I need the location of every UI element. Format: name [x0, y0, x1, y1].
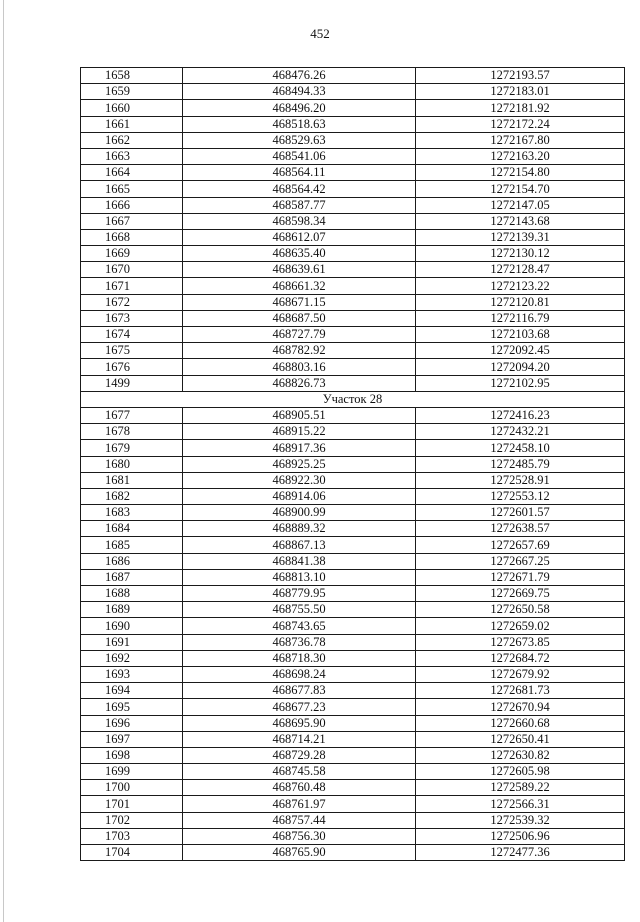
table-row [81, 116, 625, 132]
point-number-cell: 1666 [81, 197, 183, 213]
table-row [81, 229, 625, 245]
y-coordinate-cell: 1272102.95 [416, 375, 625, 391]
page-number: 452 [310, 26, 330, 41]
table-row [81, 666, 625, 682]
x-coordinate-cell: 468494.33 [183, 84, 416, 100]
table-row [81, 181, 625, 197]
x-coordinate-cell: 468564.42 [183, 181, 416, 197]
table-row [81, 165, 625, 181]
point-number-cell: 1698 [81, 747, 183, 763]
table-row [81, 440, 625, 456]
y-coordinate-cell: 1272553.12 [416, 488, 625, 504]
x-coordinate-cell: 468677.83 [183, 683, 416, 699]
point-number-cell: 1662 [81, 132, 183, 148]
y-coordinate-cell: 1272506.96 [416, 828, 625, 844]
point-number-cell: 1703 [81, 828, 183, 844]
section-header-row [81, 391, 625, 407]
table-row [81, 780, 625, 796]
table-row [81, 715, 625, 731]
x-coordinate-cell: 468755.50 [183, 602, 416, 618]
table-row [81, 197, 625, 213]
y-coordinate-cell: 1272139.31 [416, 229, 625, 245]
point-number-cell: 1687 [81, 569, 183, 585]
y-coordinate-cell: 1272669.75 [416, 586, 625, 602]
x-coordinate-cell: 468743.65 [183, 618, 416, 634]
point-number-cell: 1680 [81, 456, 183, 472]
table-row [81, 343, 625, 359]
y-coordinate-cell: 1272458.10 [416, 440, 625, 456]
x-coordinate-cell: 468695.90 [183, 715, 416, 731]
y-coordinate-cell: 1272684.72 [416, 650, 625, 666]
y-coordinate-cell: 1272477.36 [416, 845, 625, 861]
x-coordinate-cell: 468917.36 [183, 440, 416, 456]
x-coordinate-cell: 468677.23 [183, 699, 416, 715]
y-coordinate-cell: 1272630.82 [416, 747, 625, 763]
y-coordinate-cell: 1272679.92 [416, 666, 625, 682]
y-coordinate-cell: 1272667.25 [416, 553, 625, 569]
table-row [81, 683, 625, 699]
table-row [81, 828, 625, 844]
point-number-cell: 1672 [81, 294, 183, 310]
x-coordinate-cell: 468727.79 [183, 327, 416, 343]
table-row [81, 618, 625, 634]
x-coordinate-cell: 468900.99 [183, 505, 416, 521]
table-row [81, 148, 625, 164]
table-row [81, 262, 625, 278]
y-coordinate-cell: 1272128.47 [416, 262, 625, 278]
table-row [81, 472, 625, 488]
point-number-cell: 1692 [81, 650, 183, 666]
x-coordinate-cell: 468718.30 [183, 650, 416, 666]
point-number-cell: 1673 [81, 310, 183, 326]
x-coordinate-cell: 468761.97 [183, 796, 416, 812]
y-coordinate-cell: 1272123.22 [416, 278, 625, 294]
table-row [81, 634, 625, 650]
point-number-cell: 1674 [81, 327, 183, 343]
x-coordinate-cell: 468914.06 [183, 488, 416, 504]
y-coordinate-cell: 1272671.79 [416, 569, 625, 585]
y-coordinate-cell: 1272659.02 [416, 618, 625, 634]
x-coordinate-cell: 468736.78 [183, 634, 416, 650]
x-coordinate-cell: 468803.16 [183, 359, 416, 375]
x-coordinate-cell: 468661.32 [183, 278, 416, 294]
x-coordinate-cell: 468760.48 [183, 780, 416, 796]
y-coordinate-cell: 1272094.20 [416, 359, 625, 375]
table-row [81, 812, 625, 828]
y-coordinate-cell: 1272154.70 [416, 181, 625, 197]
page-left-edge [3, 0, 4, 922]
table-row [81, 521, 625, 537]
point-number-cell: 1671 [81, 278, 183, 294]
point-number-cell: 1702 [81, 812, 183, 828]
x-coordinate-cell: 468529.63 [183, 132, 416, 148]
x-coordinate-cell: 468564.11 [183, 165, 416, 181]
y-coordinate-cell: 1272657.69 [416, 537, 625, 553]
table-row [81, 602, 625, 618]
table-row [81, 569, 625, 585]
x-coordinate-cell: 468587.77 [183, 197, 416, 213]
x-coordinate-cell: 468915.22 [183, 424, 416, 440]
x-coordinate-cell: 468541.06 [183, 148, 416, 164]
table-row [81, 731, 625, 747]
point-number-cell: 1675 [81, 343, 183, 359]
point-number-cell: 1661 [81, 116, 183, 132]
point-number-cell: 1693 [81, 666, 183, 682]
y-coordinate-cell: 1272673.85 [416, 634, 625, 650]
point-number-cell: 1704 [81, 845, 183, 861]
point-number-cell: 1699 [81, 764, 183, 780]
x-coordinate-cell: 468698.24 [183, 666, 416, 682]
table-row [81, 553, 625, 569]
table-row [81, 699, 625, 715]
point-number-cell: 1682 [81, 488, 183, 504]
table-row [81, 424, 625, 440]
point-number-cell: 1681 [81, 472, 183, 488]
y-coordinate-cell: 1272147.05 [416, 197, 625, 213]
y-coordinate-cell: 1272566.31 [416, 796, 625, 812]
point-number-cell: 1701 [81, 796, 183, 812]
table-row [81, 407, 625, 423]
point-number-cell: 1684 [81, 521, 183, 537]
x-coordinate-cell: 468729.28 [183, 747, 416, 763]
point-number-cell: 1660 [81, 100, 183, 116]
point-number-cell: 1676 [81, 359, 183, 375]
x-coordinate-cell: 468779.95 [183, 586, 416, 602]
table-row [81, 327, 625, 343]
y-coordinate-cell: 1272605.98 [416, 764, 625, 780]
point-number-cell: 1685 [81, 537, 183, 553]
y-coordinate-cell: 1272154.80 [416, 165, 625, 181]
y-coordinate-cell: 1272167.80 [416, 132, 625, 148]
point-number-cell: 1664 [81, 165, 183, 181]
y-coordinate-cell: 1272120.81 [416, 294, 625, 310]
point-number-cell: 1697 [81, 731, 183, 747]
table-row [81, 132, 625, 148]
point-number-cell: 1690 [81, 618, 183, 634]
table-row [81, 100, 625, 116]
coordinates-table-body [81, 68, 625, 861]
point-number-cell: 1679 [81, 440, 183, 456]
x-coordinate-cell: 468813.10 [183, 569, 416, 585]
y-coordinate-cell: 1272650.58 [416, 602, 625, 618]
table-row [81, 68, 625, 84]
point-number-cell: 1691 [81, 634, 183, 650]
point-number-cell: 1677 [81, 407, 183, 423]
point-number-cell: 1686 [81, 553, 183, 569]
y-coordinate-cell: 1272660.68 [416, 715, 625, 731]
x-coordinate-cell: 468687.50 [183, 310, 416, 326]
x-coordinate-cell: 468925.25 [183, 456, 416, 472]
x-coordinate-cell: 468518.63 [183, 116, 416, 132]
y-coordinate-cell: 1272163.20 [416, 148, 625, 164]
x-coordinate-cell: 468635.40 [183, 246, 416, 262]
point-number-cell: 1688 [81, 586, 183, 602]
y-coordinate-cell: 1272539.32 [416, 812, 625, 828]
x-coordinate-cell: 468841.38 [183, 553, 416, 569]
y-coordinate-cell: 1272143.68 [416, 213, 625, 229]
table-row [81, 294, 625, 310]
y-coordinate-cell: 1272670.94 [416, 699, 625, 715]
y-coordinate-cell: 1272589.22 [416, 780, 625, 796]
x-coordinate-cell: 468639.61 [183, 262, 416, 278]
point-number-cell: 1667 [81, 213, 183, 229]
section-title: Участок 28 [81, 391, 625, 407]
x-coordinate-cell: 468476.26 [183, 68, 416, 84]
point-number-cell: 1669 [81, 246, 183, 262]
y-coordinate-cell: 1272528.91 [416, 472, 625, 488]
table-row [81, 747, 625, 763]
point-number-cell: 1670 [81, 262, 183, 278]
x-coordinate-cell: 468905.51 [183, 407, 416, 423]
table-row [81, 796, 625, 812]
table-row [81, 213, 625, 229]
point-number-cell: 1678 [81, 424, 183, 440]
table-row [81, 246, 625, 262]
point-number-cell: 1668 [81, 229, 183, 245]
x-coordinate-cell: 468598.34 [183, 213, 416, 229]
table-row [81, 278, 625, 294]
y-coordinate-cell: 1272416.23 [416, 407, 625, 423]
y-coordinate-cell: 1272432.21 [416, 424, 625, 440]
table-row [81, 505, 625, 521]
x-coordinate-cell: 468745.58 [183, 764, 416, 780]
x-coordinate-cell: 468867.13 [183, 537, 416, 553]
table-row [81, 488, 625, 504]
x-coordinate-cell: 468496.20 [183, 100, 416, 116]
y-coordinate-cell: 1272130.12 [416, 246, 625, 262]
point-number-cell: 1665 [81, 181, 183, 197]
point-number-cell: 1700 [81, 780, 183, 796]
x-coordinate-cell: 468714.21 [183, 731, 416, 747]
x-coordinate-cell: 468612.07 [183, 229, 416, 245]
table-row [81, 764, 625, 780]
table-row [81, 845, 625, 861]
table-row [81, 359, 625, 375]
point-number-cell: 1694 [81, 683, 183, 699]
y-coordinate-cell: 1272650.41 [416, 731, 625, 747]
table-row [81, 537, 625, 553]
y-coordinate-cell: 1272181.92 [416, 100, 625, 116]
table-row [81, 456, 625, 472]
point-number-cell: 1696 [81, 715, 183, 731]
y-coordinate-cell: 1272183.01 [416, 84, 625, 100]
point-number-cell: 1683 [81, 505, 183, 521]
point-number-cell: 1659 [81, 84, 183, 100]
x-coordinate-cell: 468826.73 [183, 375, 416, 391]
y-coordinate-cell: 1272638.57 [416, 521, 625, 537]
x-coordinate-cell: 468757.44 [183, 812, 416, 828]
y-coordinate-cell: 1272103.68 [416, 327, 625, 343]
x-coordinate-cell: 468671.15 [183, 294, 416, 310]
x-coordinate-cell: 468756.30 [183, 828, 416, 844]
y-coordinate-cell: 1272092.45 [416, 343, 625, 359]
y-coordinate-cell: 1272681.73 [416, 683, 625, 699]
table-row [81, 84, 625, 100]
point-number-cell: 1695 [81, 699, 183, 715]
point-number-cell: 1499 [81, 375, 183, 391]
point-number-cell: 1689 [81, 602, 183, 618]
table-row [81, 650, 625, 666]
table-row [81, 586, 625, 602]
x-coordinate-cell: 468922.30 [183, 472, 416, 488]
table-row [81, 310, 625, 326]
y-coordinate-cell: 1272116.79 [416, 310, 625, 326]
y-coordinate-cell: 1272172.24 [416, 116, 625, 132]
coordinates-table [80, 67, 625, 861]
y-coordinate-cell: 1272485.79 [416, 456, 625, 472]
table-row [81, 375, 625, 391]
x-coordinate-cell: 468782.92 [183, 343, 416, 359]
x-coordinate-cell: 468765.90 [183, 845, 416, 861]
x-coordinate-cell: 468889.32 [183, 521, 416, 537]
y-coordinate-cell: 1272193.57 [416, 68, 625, 84]
y-coordinate-cell: 1272601.57 [416, 505, 625, 521]
point-number-cell: 1658 [81, 68, 183, 84]
point-number-cell: 1663 [81, 148, 183, 164]
